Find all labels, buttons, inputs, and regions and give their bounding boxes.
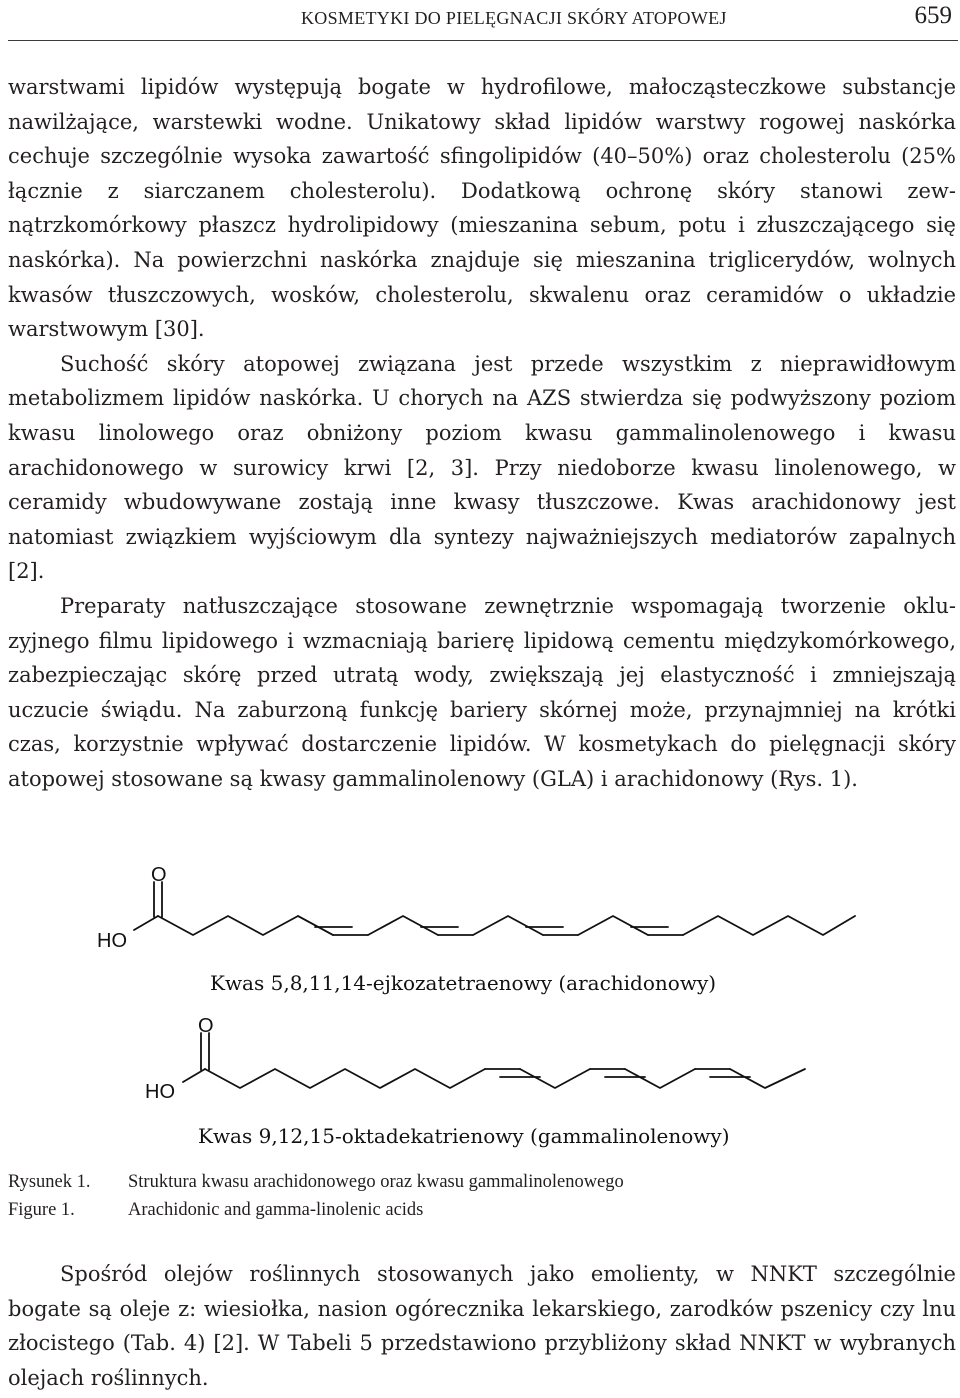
figure-captions [8,1168,624,1224]
chemical-structures [0,850,960,1170]
caption-english [8,1196,624,1224]
paragraph-2: Suchość skóry atopowej związana jest przede wszystkim z nieprawidłowym metabolizmem lipidów naskórka. U chorych na AZS stwierdza się podwyższony poziom kwasu linolowego oraz obniżony poziom kwasu gammalinolenowego i kwasu arachidonowego w surowicy krwi [2, 3]. Przy niedoborze kwasu linolenowego, w ceramidy wbudowywane zostają inne kwasy tłuszczowe. Kwas arachidonowy jest natomiast związkiem wyjściowym dla syntezy najważniejszych mediatorów zapalnych [2]. [8,351,956,584]
molecule-arachidonic-structure [134,882,855,935]
paragraph-4: Spośród olejów roślinnych stosowanych jako emolienty, w NNKT szczególnie bogate są oleje z: wiesiołka, nasion ogórecznika lekarskiego, zarodków pszenicy czy lnu złocistego (Tab. 4) [2]. W Tabeli 5 przedstawiono przybliżony skład NNKT w wybranych olejach roślinnych. [8,1262,956,1390]
figure-1 [0,850,960,1170]
body-text-bottom [8,1257,956,1395]
caption-english-label: Figure 1. [8,1200,75,1220]
molecule2-oxygen: O [198,1015,214,1037]
paragraph-3: Preparaty natłuszczające stosowane zewnętrznie wspomagają tworzenie okluzyjnego filmu lipidowego i wzmacniają barierę lipidową cementu międzykomórkowego, zabezpieczając skórę przed utratą wody, zwiększają jej elastyczność i zmniejszają uczucie świądu. Na zaburzoną funkcję bariery skórnej może, przynajmniej na krótki czas, korzystnie wpływać dostarczenie lipidów. W kosmetykach do pielęgnacji skóry atopowej stosowane są kwasy gammalinolenowy (GLA) i arachidonowy (Rys. 1). [8,593,956,791]
molecule2-hydroxyl: HO [145,1081,175,1103]
body-text-top [8,70,956,796]
running-title: KOSMETYKI DO PIELĘGNACJI SKÓRY ATOPOWEJ [301,8,727,28]
page-number: 659 [914,2,952,29]
molecule1-oxygen: O [151,864,167,886]
caption-polish-label: Rysunek 1. [8,1172,91,1192]
running-header [8,0,958,41]
caption-polish-text: Struktura kwasu arachidonowego oraz kwasu gammalinolenowego [128,1172,624,1192]
caption-english-text: Arachidonic and gamma-linolenic acids [128,1200,424,1220]
paragraph-1: warstwami lipidów występują bogate w hydrofilowe, małocząsteczkowe substancje nawilżające, warstewki wodne. Unikatowy skład lipidów warstwy rogowej naskórka cechuje szczególnie wysoka zawartość sfingolipidów (40–50%) oraz cholesterolu (25% łącznie z siarczanem cholesterolu). Dodatkową ochronę skóry stanowi zewnątrzkomórkowy płaszcz hydrolipidowy (mieszanina sebum, potu i złuszczającego się naskórka). Na powierzchni naskórka znajduje się mieszanina triglicerydów, wolnych kwasów tłuszczowych, wosków, cholesterolu, skwalenu oraz ceramidów o układzie warstwowym [30]. [8,75,956,342]
caption-polish [8,1168,624,1196]
molecule-gammalinolenic-structure [183,1033,805,1088]
molecule1-name: Kwas 5,8,11,14-ejkozatetraenowy (arachidonowy) [210,971,717,995]
molecule1-hydroxyl: HO [97,930,127,952]
molecule2-name: Kwas 9,12,15-oktadekatrienowy (gammalinolenowy) [198,1124,730,1148]
